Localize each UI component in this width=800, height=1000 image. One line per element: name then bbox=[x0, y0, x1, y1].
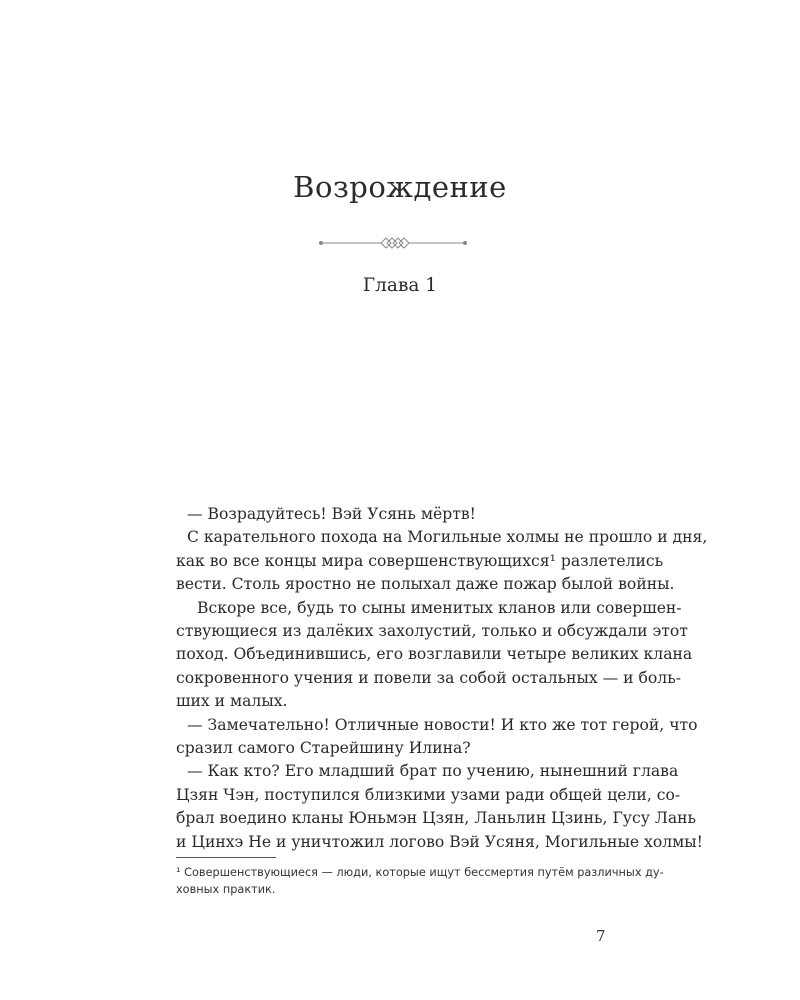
text-line: ствующиеся из далёких захолустий, только и обсуждали этот bbox=[176, 622, 688, 641]
knot-divider-ornament bbox=[318, 233, 468, 253]
text-line: и Цинхэ Не и уничтожил логово Вэй Усяня, Могильные холмы! bbox=[176, 832, 703, 851]
footnote-line: ¹ Совершенствующиеся — люди, которые ищут бессмертия путём различных ду- bbox=[176, 866, 664, 879]
body-text bbox=[176, 503, 708, 854]
text-line: Цзян Чэн, поступился близкими узами ради общей цели, со- bbox=[176, 785, 681, 804]
chapter-heading: Глава 1 bbox=[362, 275, 438, 296]
text-line: ших и малых. bbox=[176, 692, 288, 711]
footnote-divider bbox=[176, 857, 276, 858]
text-line: — Как кто? Его младший брат по учению, нынешний глава bbox=[187, 762, 679, 781]
book-title: Возрождение bbox=[293, 170, 507, 204]
text-line: как во все концы мира совершенствующихся¹ разлетелись bbox=[176, 551, 664, 570]
text-line: Вскоре все, будь то сыны именитых кланов или совершен- bbox=[197, 598, 682, 617]
text-line: поход. Объединившись, его возглавили четыре великих клана bbox=[176, 645, 693, 664]
text-line: — Возрадуйтесь! Вэй Усянь мёртв! bbox=[187, 505, 476, 523]
page-number: 7 bbox=[596, 927, 606, 945]
text-line: сокровенного учения и повели за собой остальных — и боль- bbox=[176, 668, 681, 687]
footnote-line: ховных практик. bbox=[176, 883, 276, 896]
text-line: брал воедино кланы Юньмэн Цзян, Ланьлин Цзинь, Гусу Лань bbox=[176, 809, 697, 828]
text-line: — Замечательно! Отличные новости! И кто же тот герой, что bbox=[187, 715, 698, 734]
text-line: С карательного похода на Могильные холмы не прошло и дня, bbox=[187, 528, 708, 547]
text-line: вести. Столь яростно не полыхал даже пожар былой войны. bbox=[176, 575, 675, 594]
text-line: сразил самого Старейшину Илина? bbox=[176, 739, 471, 758]
footnote bbox=[176, 864, 664, 898]
